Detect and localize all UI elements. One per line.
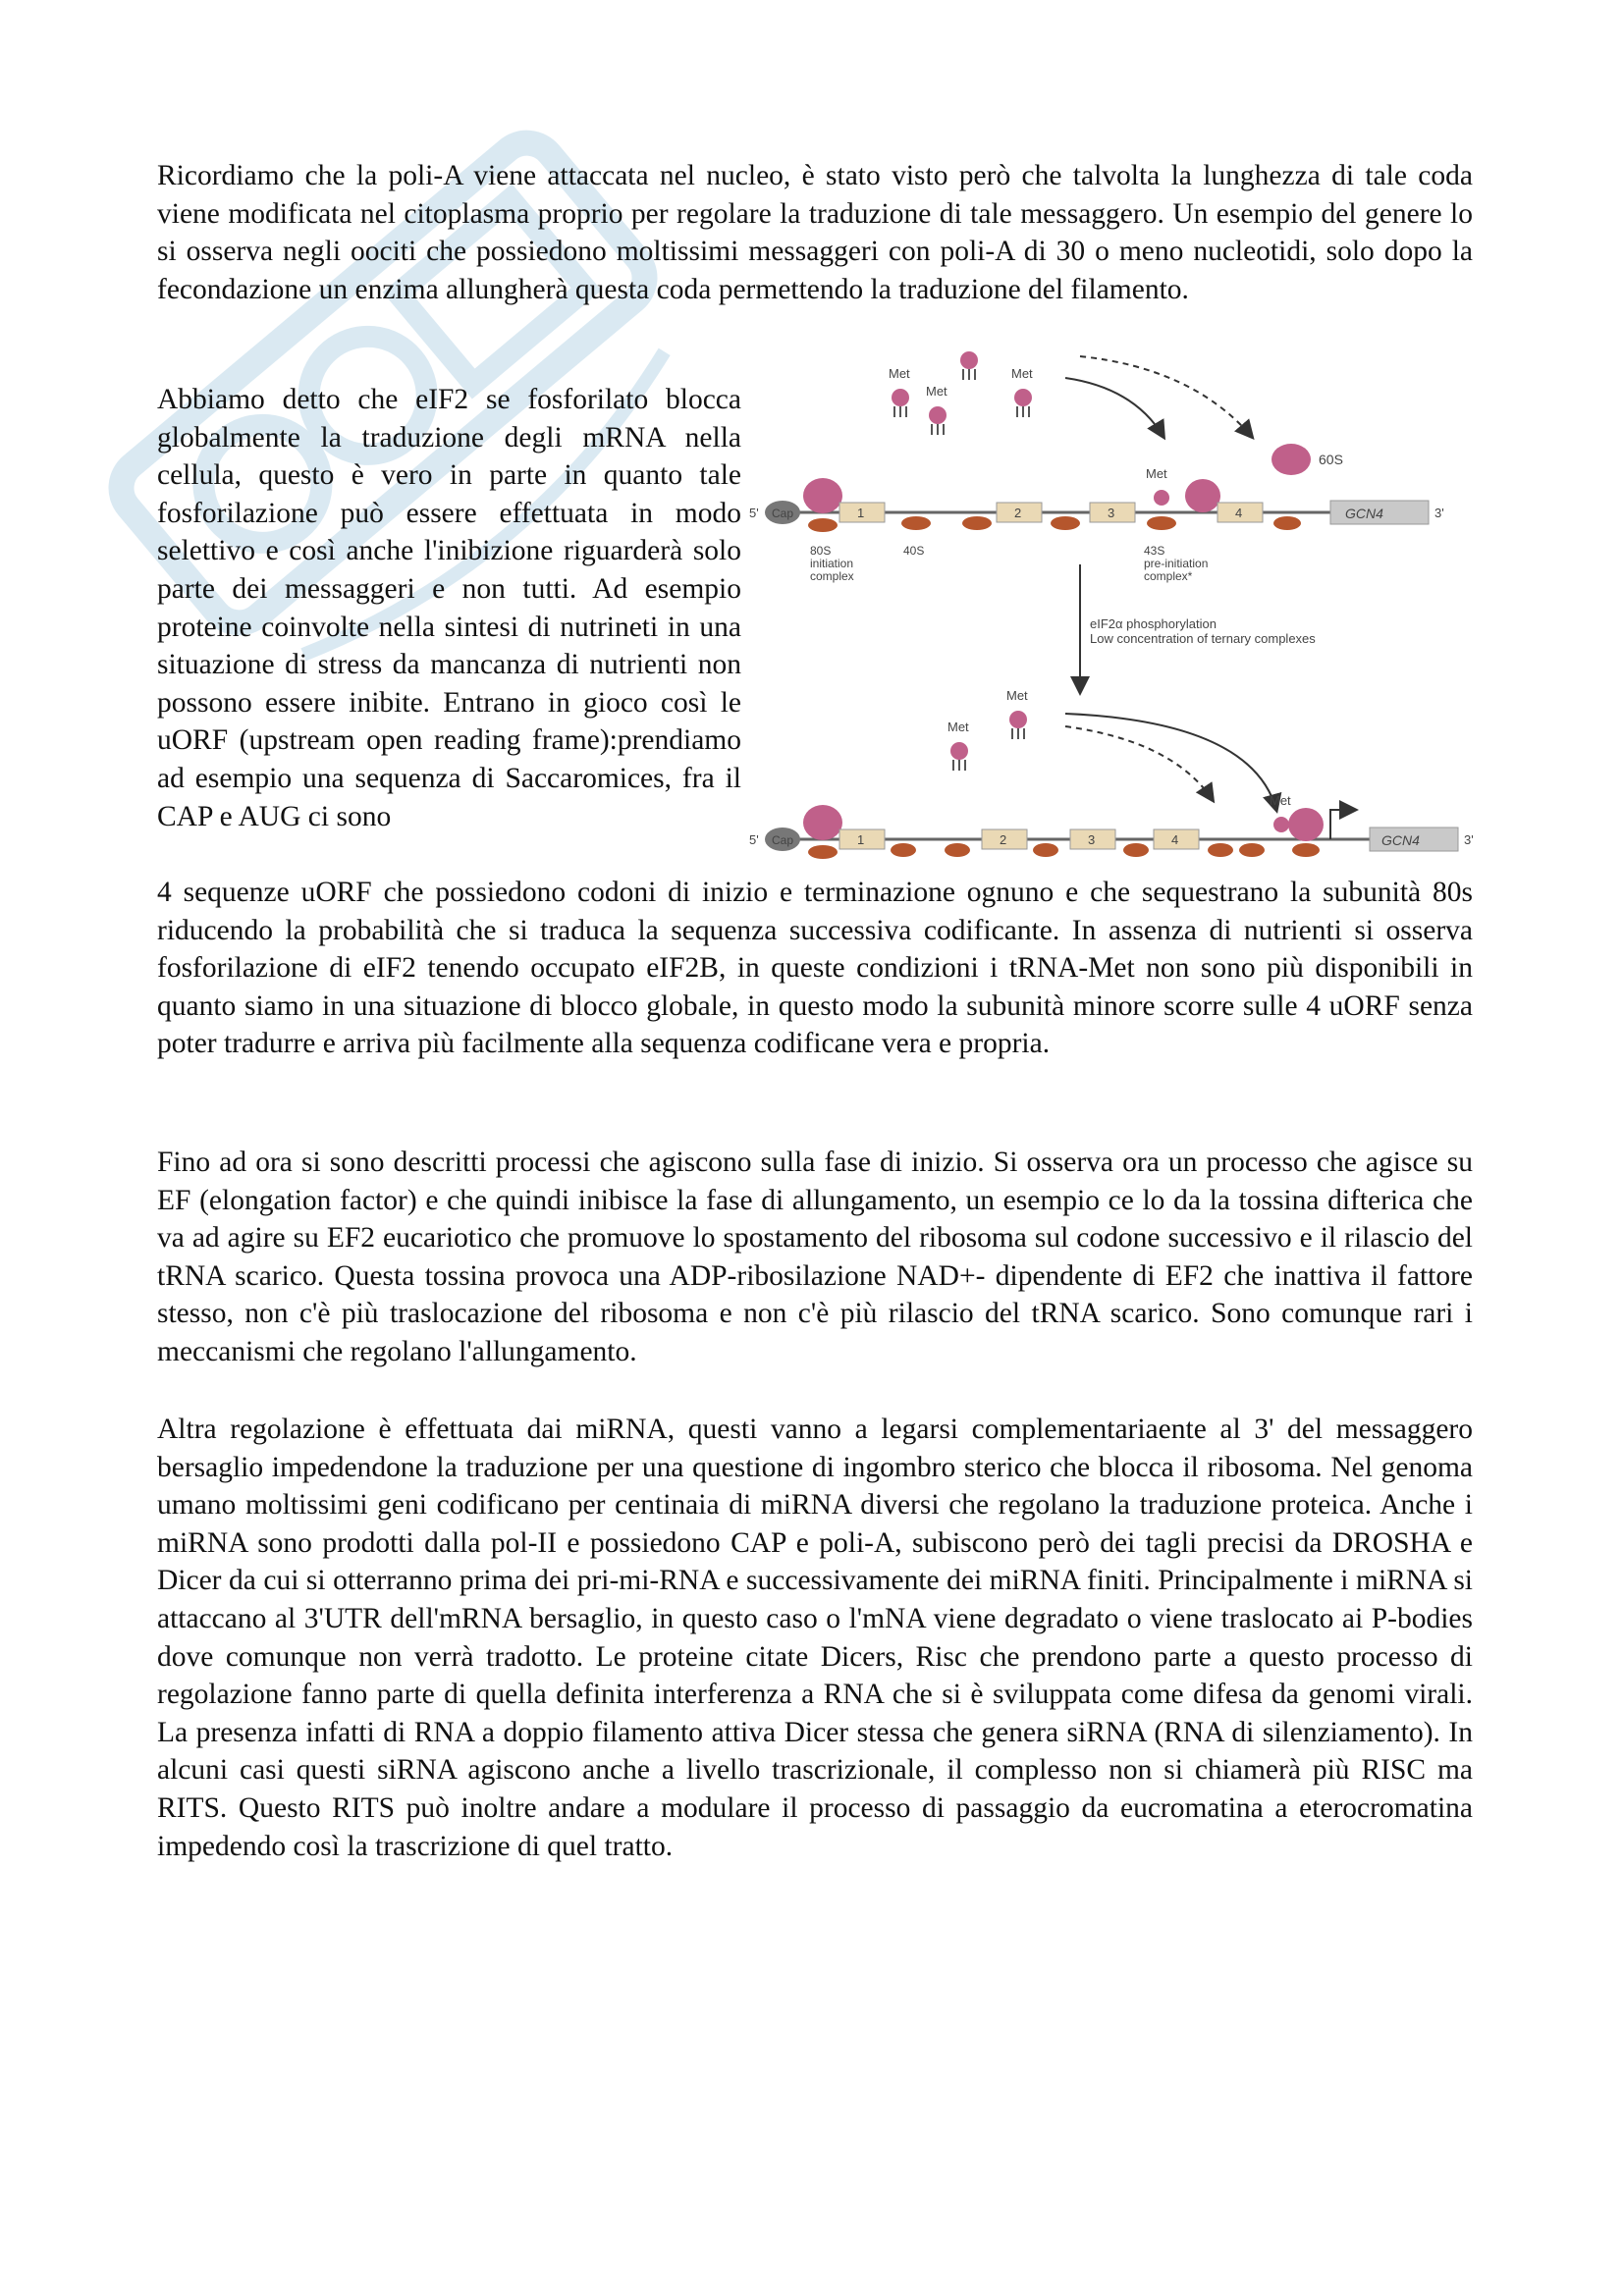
paragraph-text: 4 sequenze uORF che possiedono codoni di inizio e terminazione ognuno e che sequestrano la subunità 80s riducendo la probabilità che si traduca la sequenza successiva codificante. In assenza di nutrienti si osserva fosforilazione di eIF2 tenendo occupato eIF2B, in queste condizioni i tRNA-Met non sono più disponibili in quanto siamo in una situazione di blocco globale, in questo modo la subunità minore scorre sulle 4 uORF senza poter tradurre e arriva più facilmente alla sequenza codificane vera e propria. <box>157 877 1473 1060</box>
svg-text:Met: Met <box>1011 366 1033 381</box>
svg-text:3: 3 <box>1108 506 1115 520</box>
trna-met-icon <box>926 384 947 435</box>
svg-text:2: 2 <box>1014 506 1022 520</box>
paragraph-text: Altra regolazione è effettuata dai miRNA, questi vanno a legarsi complementariaente al 3' del messaggero bersaglio impedendone la traduzione per una questione di ingombro sterico che blocca il ribosoma. Nel genoma umano moltissimi geni codificano per centinaia di miRNA diversi che regolano la traduzione proteica. Anche i miRNA sono prodotti dalla pol-II e possiedono CAP e poli-A, subiscono però dei tagli precisi da DROSHA e Dicer da cui si otterranno prima dei pri-mi-RNA e successivamente dei miRNA finiti. Principalmente i miRNA si attaccano al 3'UTR dell'mRNA bersaglio, in questo caso o l'mNA viene degradato o viene traslocato ai P-bodies dove comunque non verrà tradotto. Le proteine citate Dicers, Risc che prendono parte a questo processo di regolazione fanno parte di quella definita interferenza a RNA che si è sviluppata come difesa da genomi virali. La presenza infatti di RNA a doppio filamento attiva Dicer stessa che genera siRNA (RNA di silenziamento). In alcuni casi questi siRNA agiscono anche a livello trascrizionale, il complesso non si chiamerà più RISC ma RITS. Questo RITS può inoltre andare a modulare il processo di passaggio da eucromatina a eterocromatina impedendo così la trascrizione di quel tratto. <box>157 1414 1473 1862</box>
svg-text:60S: 60S <box>1319 452 1343 467</box>
paragraph-mirna <box>157 1411 1473 1865</box>
svg-text:5': 5' <box>749 832 759 847</box>
paragraph-eif2 <box>157 381 741 835</box>
trna-met-icon <box>960 351 978 380</box>
svg-text:complex: complex <box>810 569 854 583</box>
paragraph-poly-a <box>157 157 1473 308</box>
svg-text:40S: 40S <box>903 544 925 558</box>
svg-text:5': 5' <box>749 506 759 520</box>
svg-text:Cap: Cap <box>772 507 794 520</box>
svg-text:Met: Met <box>1270 793 1291 808</box>
svg-text:80S: 80S <box>810 544 832 558</box>
svg-text:Met: Met <box>1006 688 1028 703</box>
svg-text:4: 4 <box>1171 832 1179 847</box>
translation-start-arrow <box>1330 810 1355 839</box>
solid-arrow <box>1065 714 1276 810</box>
svg-text:Met: Met <box>947 720 969 734</box>
paragraph-text: Fino ad ora si sono descritti processi che agiscono sulla fase di inizio. Si osserva ora un processo che agisce su EF (elongation factor) e che quindi inibisce la fase di allungamento, un esempio ce lo da la tossina difterica che va ad agire su EF2 eucariotico che promuove lo spostamento del ribosoma sul codone successivo e il rilascio del tRNA scarico. Questa tossina provoca una ADP-ribosilazione NAD+- dipendente di EF2 che inattiva il fattore stesso, non c'è più traslocazione del ribosoma e non c'è più rilascio del tRNA scarico. Sono comunque rari i meccanismi che regolano l'allungamento. <box>157 1147 1473 1367</box>
svg-text:3': 3' <box>1434 506 1444 520</box>
trna-met-icon <box>1006 688 1028 739</box>
40s-subunit <box>901 516 931 530</box>
dashed-arrow <box>1080 356 1252 437</box>
svg-text:1: 1 <box>857 506 865 520</box>
svg-text:complex*: complex* <box>1144 569 1193 583</box>
uorf-gcn4-diagram <box>741 348 1488 859</box>
svg-text:Met: Met <box>889 366 910 381</box>
trna-met-icon <box>1011 366 1033 417</box>
paragraph-uorf <box>157 874 1473 1063</box>
svg-text:Met: Met <box>1146 466 1167 481</box>
svg-text:GCN4: GCN4 <box>1345 506 1383 521</box>
trna-met-icon <box>947 720 969 771</box>
svg-text:3': 3' <box>1464 832 1474 847</box>
svg-text:initiation: initiation <box>810 557 854 570</box>
80s-ribosome <box>1288 808 1324 841</box>
paragraph-text: Abbiamo detto che eIF2 se fosforilato blocca globalmente la traduzione degli mRNA nella cellula, questo è vero in parte in quanto tale fosforilazione può essere effettuata in modo selettivo e così anche l'inibizione riguarderà solo parte dei messaggeri e non tutti. Ad esempio proteine coinvolte nella sintesi di nutrineti in una situazione di stress da mancanza di nutrienti non possono essere inibite. Entrano in gioco così le uORF (upstream open reading frame):prendiamo ad esempio una sequenza di Saccaromices, fra il CAP e AUG ci sono <box>157 384 741 832</box>
svg-text:Met: Met <box>926 384 947 399</box>
svg-text:eIF2α phosphorylation: eIF2α phosphorylation <box>1090 616 1217 631</box>
80s-ribosome <box>1185 479 1220 512</box>
paragraph-elongation <box>157 1144 1473 1371</box>
svg-text:2: 2 <box>1000 832 1007 847</box>
80s-ribosome <box>803 805 842 840</box>
solid-arrow <box>1065 378 1163 437</box>
svg-text:pre-initiation: pre-initiation <box>1144 557 1209 570</box>
svg-text:Cap: Cap <box>772 833 794 847</box>
paragraph-text: Ricordiamo che la poli-A viene attaccata nel nucleo, è stato visto però che talvolta la lunghezza di tale coda viene modificata nel citoplasma proprio per regolare la traduzione di tale messaggero. Un esempio del genere lo si osserva negli oociti che possiedono moltissimi messaggeri con poli-A di 30 o meno nucleotidi, solo dopo la fecondazione un enzima allungherà questa coda permettendo la traduzione del filamento. <box>157 160 1473 305</box>
svg-text:3: 3 <box>1088 832 1096 847</box>
trna-met-icon <box>889 366 910 417</box>
svg-text:43S: 43S <box>1144 544 1165 558</box>
dashed-arrow <box>1065 726 1213 800</box>
svg-text:GCN4: GCN4 <box>1381 832 1420 848</box>
60s-subunit <box>1271 444 1311 475</box>
svg-text:4: 4 <box>1235 506 1243 520</box>
svg-text:Low concentration of ternary c: Low concentration of ternary complexes <box>1090 631 1316 646</box>
svg-text:1: 1 <box>857 832 865 847</box>
80s-ribosome <box>803 478 842 513</box>
